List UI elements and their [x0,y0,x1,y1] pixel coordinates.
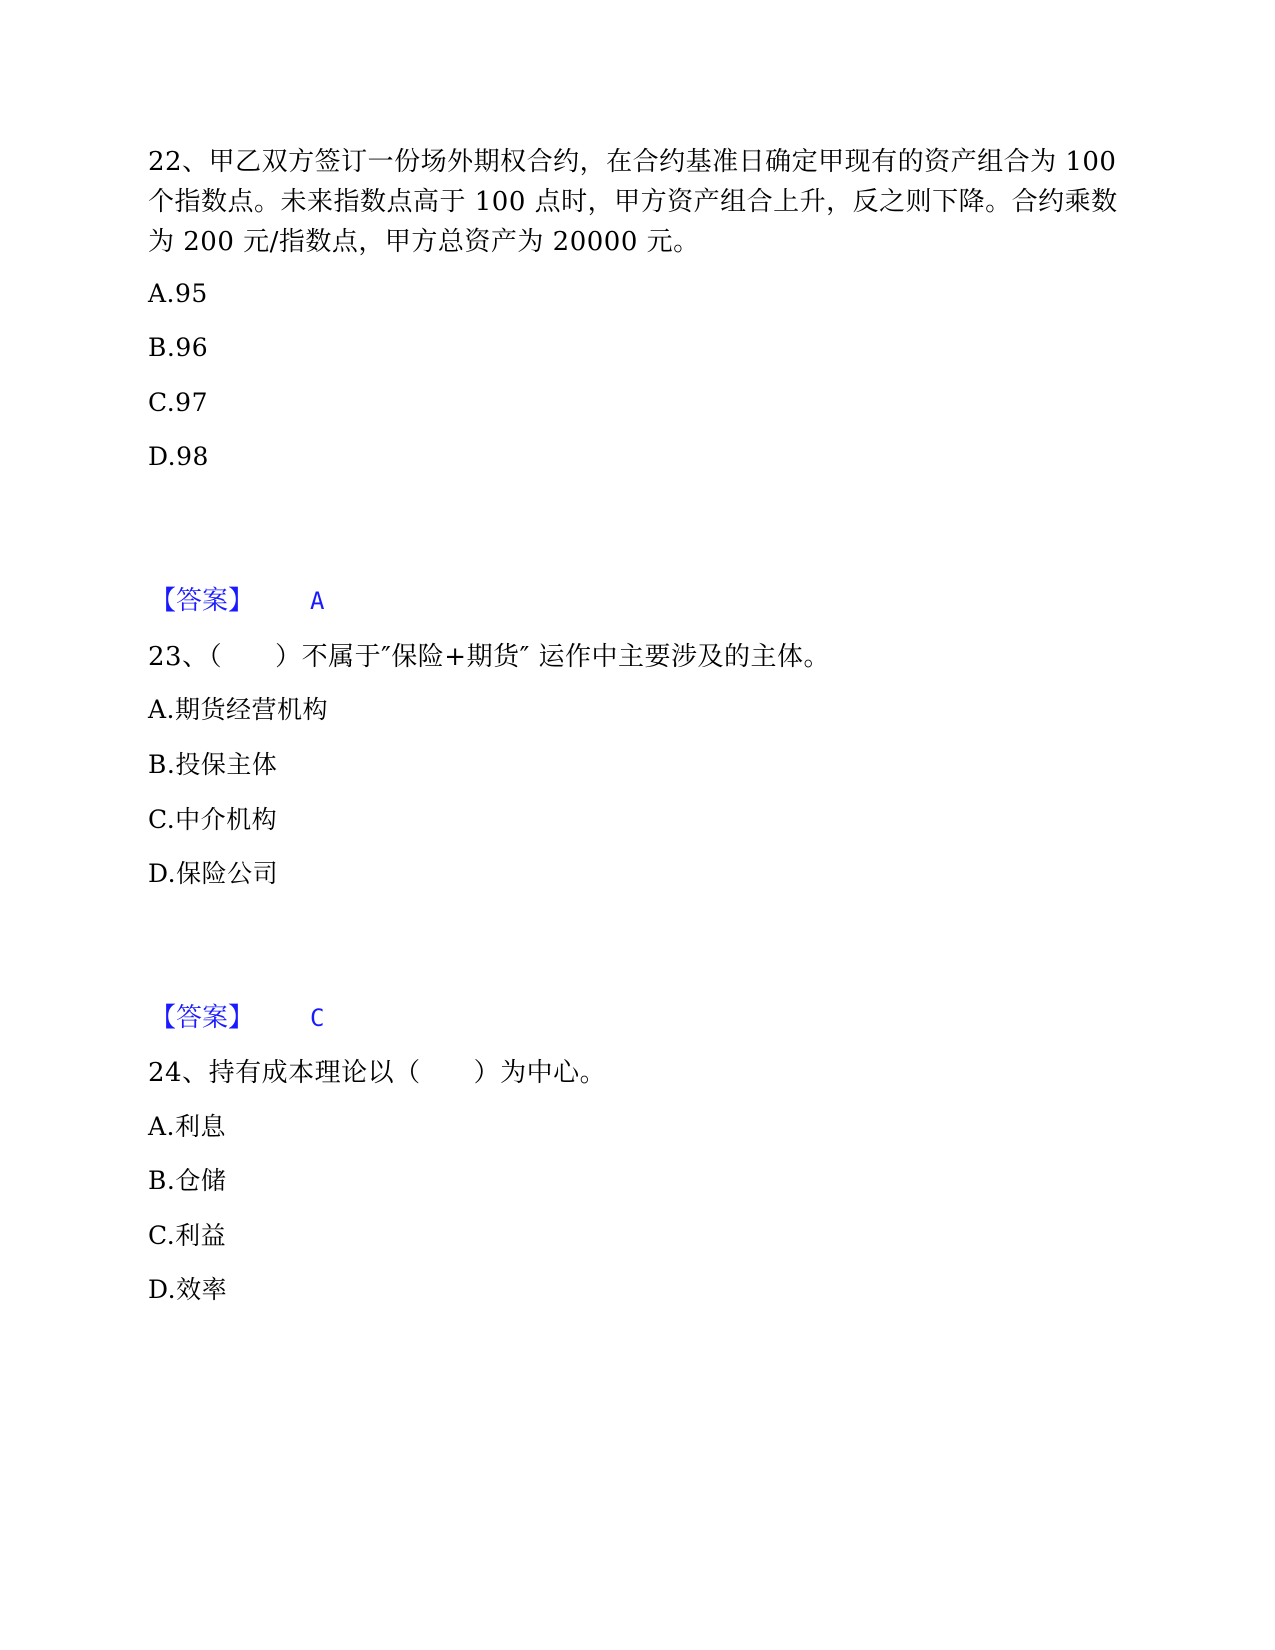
question-23-option-d: D.保险公司 [148,859,279,888]
answer-label: 【答案】 [150,1003,255,1033]
question-22-answer [150,585,325,617]
question-24-option-a: A.利息 [148,1112,227,1141]
question-23-option-b: B.投保主体 [148,750,278,779]
question-24-option-c: C.利益 [148,1221,227,1250]
answer-value: C [310,1004,325,1032]
question-24-option-b: B.仓储 [148,1166,227,1195]
question-22-option-b: B.96 [148,333,209,362]
question-22-option-c: C.97 [148,388,208,417]
question-22-option-a: A.95 [148,279,208,308]
question-23-option-c: C.中介机构 [148,805,278,834]
answer-label: 【答案】 [150,586,255,616]
question-24-text: 24、持有成本理论以（ ）为中心。 [148,1058,607,1088]
question-23-answer [150,1002,325,1034]
answer-value: A [310,587,325,615]
question-23-text: 23、（ ）不属于″保险+期货″ 运作中主要涉及的主体。 [148,642,831,672]
question-22-text: 22、甲乙双方签订一份场外期权合约，在合约基准日确定甲现有的资产组合为 100 个指数点。未来指数点高于 100 点时，甲方资产组合上升，反之则下降。合约乘数为 200 元/指数点，甲方总资产为 20000 元。 [148,147,1118,257]
question-22-option-d: D.98 [148,442,209,471]
question-24-option-d: D.效率 [148,1275,228,1304]
question-23-option-a: A.期货经营机构 [148,695,329,724]
